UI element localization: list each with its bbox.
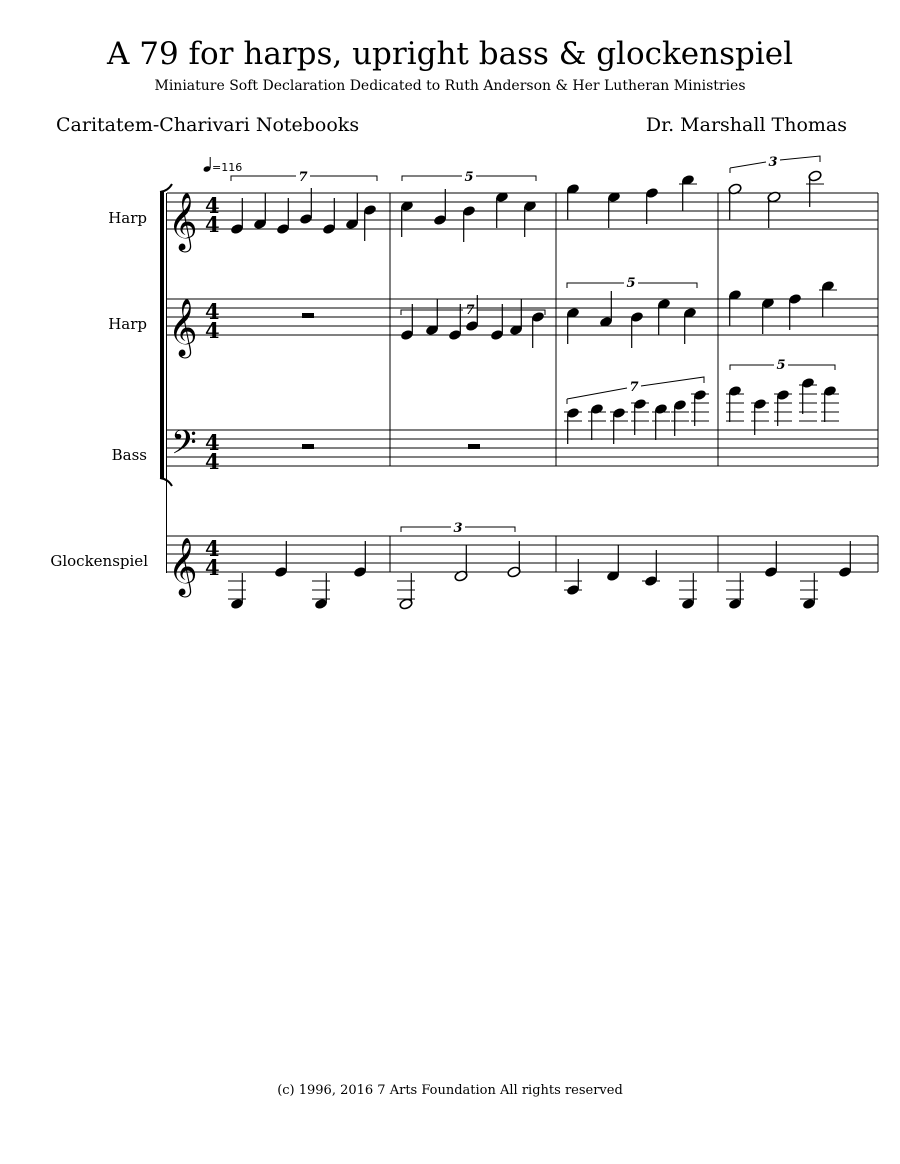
note (652, 403, 670, 440)
note (345, 193, 359, 230)
tuplet-number: 3 (453, 521, 463, 536)
note (751, 398, 769, 435)
note (726, 385, 744, 422)
instrument-label-harp-2: Harp (108, 315, 147, 333)
clef-bass (171, 424, 197, 470)
time-signature-harp-2 (205, 299, 220, 343)
note (363, 204, 377, 241)
note (228, 573, 246, 610)
copyright-notice: (c) 1996, 2016 7 Arts Foundation All rights reserved (277, 1083, 623, 1098)
whole-rest-icon (302, 444, 314, 449)
note (726, 573, 744, 610)
note (806, 170, 824, 207)
tuplet-number: 5 (626, 276, 636, 291)
staff-lines (167, 193, 878, 572)
note (425, 299, 439, 336)
clef-treble-glockenspiel (168, 537, 198, 598)
time-sig-numerator: 4 (205, 430, 220, 455)
note (631, 398, 649, 435)
note (400, 200, 414, 237)
note (312, 573, 330, 610)
note (642, 550, 660, 587)
note (353, 541, 367, 578)
time-sig-denominator: 4 (205, 212, 220, 237)
note (274, 541, 288, 578)
note (599, 291, 613, 328)
time-sig-denominator: 4 (205, 449, 220, 474)
whole-rest-icon (302, 313, 314, 318)
note (645, 187, 659, 224)
instrument-label-glockenspiel: Glockenspiel (50, 552, 148, 570)
whole-rest-icon (468, 444, 480, 449)
note (564, 407, 582, 444)
time-signature-harp-1 (205, 193, 220, 237)
note (507, 541, 521, 578)
time-sig-numerator: 4 (205, 299, 220, 324)
time-signature-glockenspiel (205, 536, 220, 580)
tuplet-number: 3 (768, 155, 778, 170)
note (509, 299, 523, 336)
note (679, 174, 697, 211)
note (588, 403, 606, 440)
note (838, 541, 852, 578)
note (531, 311, 545, 348)
note (799, 377, 817, 421)
note (523, 200, 537, 237)
note (691, 389, 709, 426)
note (564, 559, 582, 596)
tuplet-number: 7 (465, 303, 475, 318)
note (610, 407, 628, 444)
instrument-label-bass: Bass (111, 446, 147, 464)
page-title: A 79 for harps, upright bass & glockenspiel (107, 36, 793, 72)
note (767, 191, 781, 228)
note (728, 289, 742, 326)
note (230, 198, 244, 235)
note (761, 297, 775, 334)
note (607, 191, 621, 228)
tuplet-number: 5 (776, 358, 786, 373)
time-sig-numerator: 4 (205, 536, 220, 561)
bass-clef-icon: 𝄢 (171, 424, 197, 470)
notebook-name: Caritatem-Charivari Notebooks (56, 114, 360, 136)
time-sig-denominator: 4 (205, 555, 220, 580)
treble-clef-icon: 𝄞 (168, 537, 198, 595)
treble-clef-icon: 𝄞 (168, 192, 198, 250)
note (728, 183, 742, 220)
tuplets-glockenspiel (401, 521, 515, 536)
tuplets-harp-2 (401, 276, 697, 318)
note (657, 298, 671, 335)
clef-treble-harp-2 (168, 298, 198, 359)
note (683, 307, 697, 344)
note (679, 573, 697, 610)
notes (228, 170, 852, 610)
clef-treble-harp-1 (168, 192, 198, 253)
time-signature-bass (205, 430, 220, 474)
note (322, 198, 336, 235)
note (764, 541, 778, 578)
note (606, 545, 620, 582)
tempo-value: =116 (212, 161, 243, 174)
instrument-label-harp-1: Harp (108, 209, 147, 227)
time-sig-numerator: 4 (205, 193, 220, 218)
page-subtitle: Miniature Soft Declaration Dedicated to Ruth Anderson & Her Lutheran Ministries (154, 78, 746, 94)
note (253, 193, 267, 230)
note (454, 545, 468, 582)
note (800, 573, 818, 610)
note (630, 311, 644, 348)
tuplet-number: 7 (629, 380, 639, 395)
tempo-marking (203, 157, 242, 174)
tuplet-number: 7 (298, 170, 308, 185)
note (819, 280, 837, 317)
note (433, 189, 447, 226)
tuplet-number: 5 (464, 170, 474, 185)
note (299, 188, 313, 225)
tuplets-harp-1 (231, 155, 820, 185)
note (774, 389, 792, 426)
note (821, 385, 839, 422)
note (566, 183, 580, 220)
composer-name: Dr. Marshall Thomas (645, 114, 847, 136)
treble-clef-icon: 𝄞 (168, 298, 198, 356)
note (462, 205, 476, 242)
time-sig-denominator: 4 (205, 318, 220, 343)
note (495, 191, 509, 228)
note (566, 307, 580, 344)
note (276, 198, 290, 235)
note (397, 573, 415, 610)
note (788, 293, 802, 330)
